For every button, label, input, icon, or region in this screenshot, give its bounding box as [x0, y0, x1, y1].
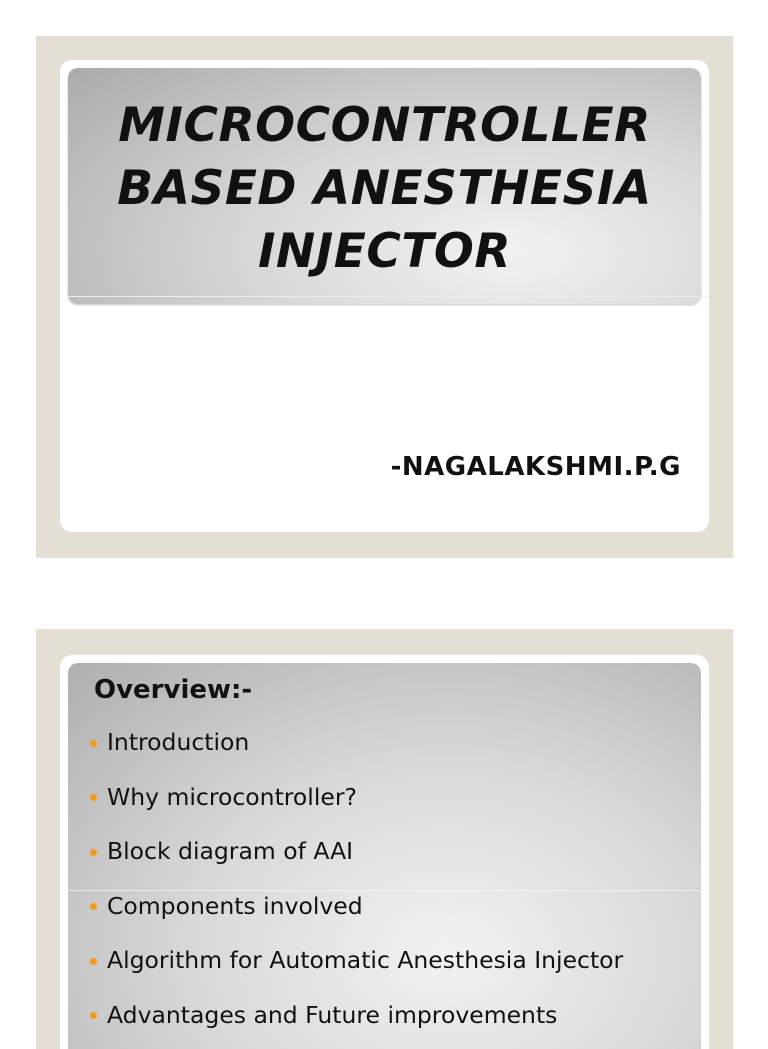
overview-heading: Overview:-: [94, 675, 253, 705]
slide-title-line-3: INJECTOR: [257, 224, 512, 279]
list-item-label: Components involved: [107, 891, 363, 920]
content-panel: [68, 663, 701, 1049]
list-item: [90, 933, 623, 988]
overview-slide: [36, 629, 733, 1049]
list-item-label: Introduction: [107, 728, 250, 757]
bullet-icon: [90, 740, 97, 747]
list-item: [90, 879, 623, 934]
list-item: [90, 770, 623, 825]
slide-title-line-1: MICROCONTROLLER: [118, 98, 651, 153]
list-item-label: Advantages and Future improvements: [107, 1000, 558, 1029]
list-item-label: Why microcontroller?: [107, 782, 357, 811]
list-item-label: Algorithm for Automatic Anesthesia Injector: [107, 946, 624, 975]
title-slide: [36, 36, 733, 558]
overview-slide-card: [60, 655, 709, 1049]
list-item: [90, 824, 623, 879]
bullet-icon: [90, 794, 97, 801]
bullet-icon: [90, 903, 97, 910]
slide-title-line-2: BASED ANESTHESIA: [117, 161, 652, 216]
title-panel: [68, 68, 701, 304]
bullet-icon: [90, 958, 97, 965]
divider: [68, 296, 709, 297]
slide-title: [68, 94, 701, 283]
list-item-label: Block diagram of AAI: [107, 837, 354, 866]
title-slide-card: [60, 60, 709, 532]
divider: [68, 890, 709, 891]
list-item: [90, 988, 623, 1043]
bullet-icon: [90, 849, 97, 856]
author-name: -NAGALAKSHMI.P.G: [390, 452, 681, 482]
overview-list: [90, 715, 623, 1042]
bullet-icon: [90, 1012, 97, 1019]
list-item: [90, 715, 623, 770]
